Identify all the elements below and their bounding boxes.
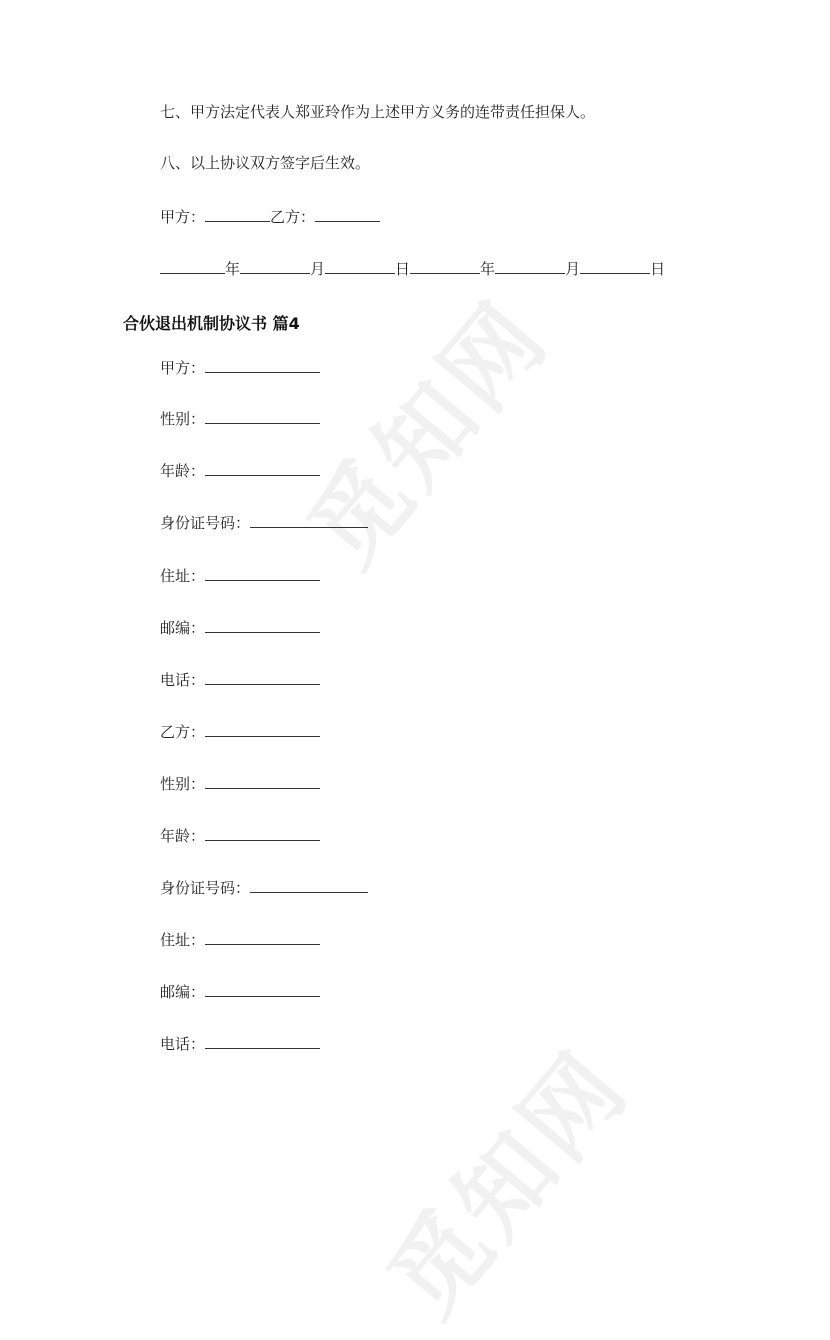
field-blank[interactable] <box>205 669 320 685</box>
day-label-a: 日 <box>395 260 411 278</box>
party-a-phone-field <box>160 669 320 690</box>
year-label-b: 年 <box>480 260 496 278</box>
month-blank-b[interactable] <box>495 258 565 274</box>
signature-parties <box>160 206 380 227</box>
field-label: 身份证号码： <box>160 514 251 532</box>
field-blank[interactable] <box>205 617 320 633</box>
clause-eight: 八、以上协议双方签字后生效。 <box>160 154 371 172</box>
party-b-phone-field <box>160 1033 320 1054</box>
watermark-bottom: 觅知网 <box>367 1030 650 1337</box>
party-b-sign-blank[interactable] <box>315 206 380 222</box>
party-b-id-field <box>160 877 368 898</box>
field-blank[interactable] <box>205 1033 320 1049</box>
field-blank[interactable] <box>205 981 320 997</box>
month-label-b: 月 <box>565 260 581 278</box>
day-blank-a[interactable] <box>325 258 395 274</box>
party-b-postcode-field <box>160 981 320 1002</box>
field-label: 电话： <box>160 671 206 689</box>
party-b-sign-label: 乙方： <box>270 208 316 226</box>
party-a-id-field <box>160 512 368 533</box>
day-label-b: 日 <box>650 260 666 278</box>
month-blank-a[interactable] <box>240 258 310 274</box>
field-label: 年龄： <box>160 827 206 845</box>
field-label: 住址： <box>160 931 206 949</box>
field-label: 甲方： <box>160 359 206 377</box>
year-label-a: 年 <box>225 260 241 278</box>
field-blank[interactable] <box>205 929 320 945</box>
field-label: 年龄： <box>160 462 206 480</box>
field-label: 性别： <box>160 410 206 428</box>
party-b-age-field <box>160 825 320 846</box>
field-label: 邮编： <box>160 619 206 637</box>
field-blank[interactable] <box>205 408 320 424</box>
month-label-a: 月 <box>310 260 326 278</box>
party-b-field <box>160 721 320 742</box>
party-a-field <box>160 357 320 378</box>
field-blank[interactable] <box>205 721 320 737</box>
party-b-address-field <box>160 929 320 950</box>
party-b-gender-field <box>160 773 320 794</box>
clause-seven: 七、甲方法定代表人郑亚玲作为上述甲方义务的连带责任担保人。 <box>160 103 596 121</box>
field-label: 电话： <box>160 1035 206 1053</box>
section-title: 合伙退出机制协议书 篇4 <box>123 314 300 333</box>
party-a-gender-field <box>160 408 320 429</box>
year-blank-a[interactable] <box>160 258 225 274</box>
watermark: 觅知网 <box>287 280 570 587</box>
party-a-sign-label: 甲方： <box>160 208 206 226</box>
year-blank-b[interactable] <box>410 258 480 274</box>
field-blank[interactable] <box>205 357 320 373</box>
field-label: 住址： <box>160 567 206 585</box>
field-blank[interactable] <box>205 460 320 476</box>
field-blank[interactable] <box>250 877 368 893</box>
field-blank[interactable] <box>250 512 368 528</box>
field-blank[interactable] <box>205 565 320 581</box>
field-blank[interactable] <box>205 773 320 789</box>
signature-dates <box>160 258 665 279</box>
field-label: 性别： <box>160 775 206 793</box>
field-label: 乙方： <box>160 723 206 741</box>
party-a-postcode-field <box>160 617 320 638</box>
field-label: 身份证号码： <box>160 879 251 897</box>
party-a-sign-blank[interactable] <box>205 206 270 222</box>
day-blank-b[interactable] <box>580 258 650 274</box>
field-label: 邮编： <box>160 983 206 1001</box>
field-blank[interactable] <box>205 825 320 841</box>
party-a-address-field <box>160 565 320 586</box>
party-a-age-field <box>160 460 320 481</box>
